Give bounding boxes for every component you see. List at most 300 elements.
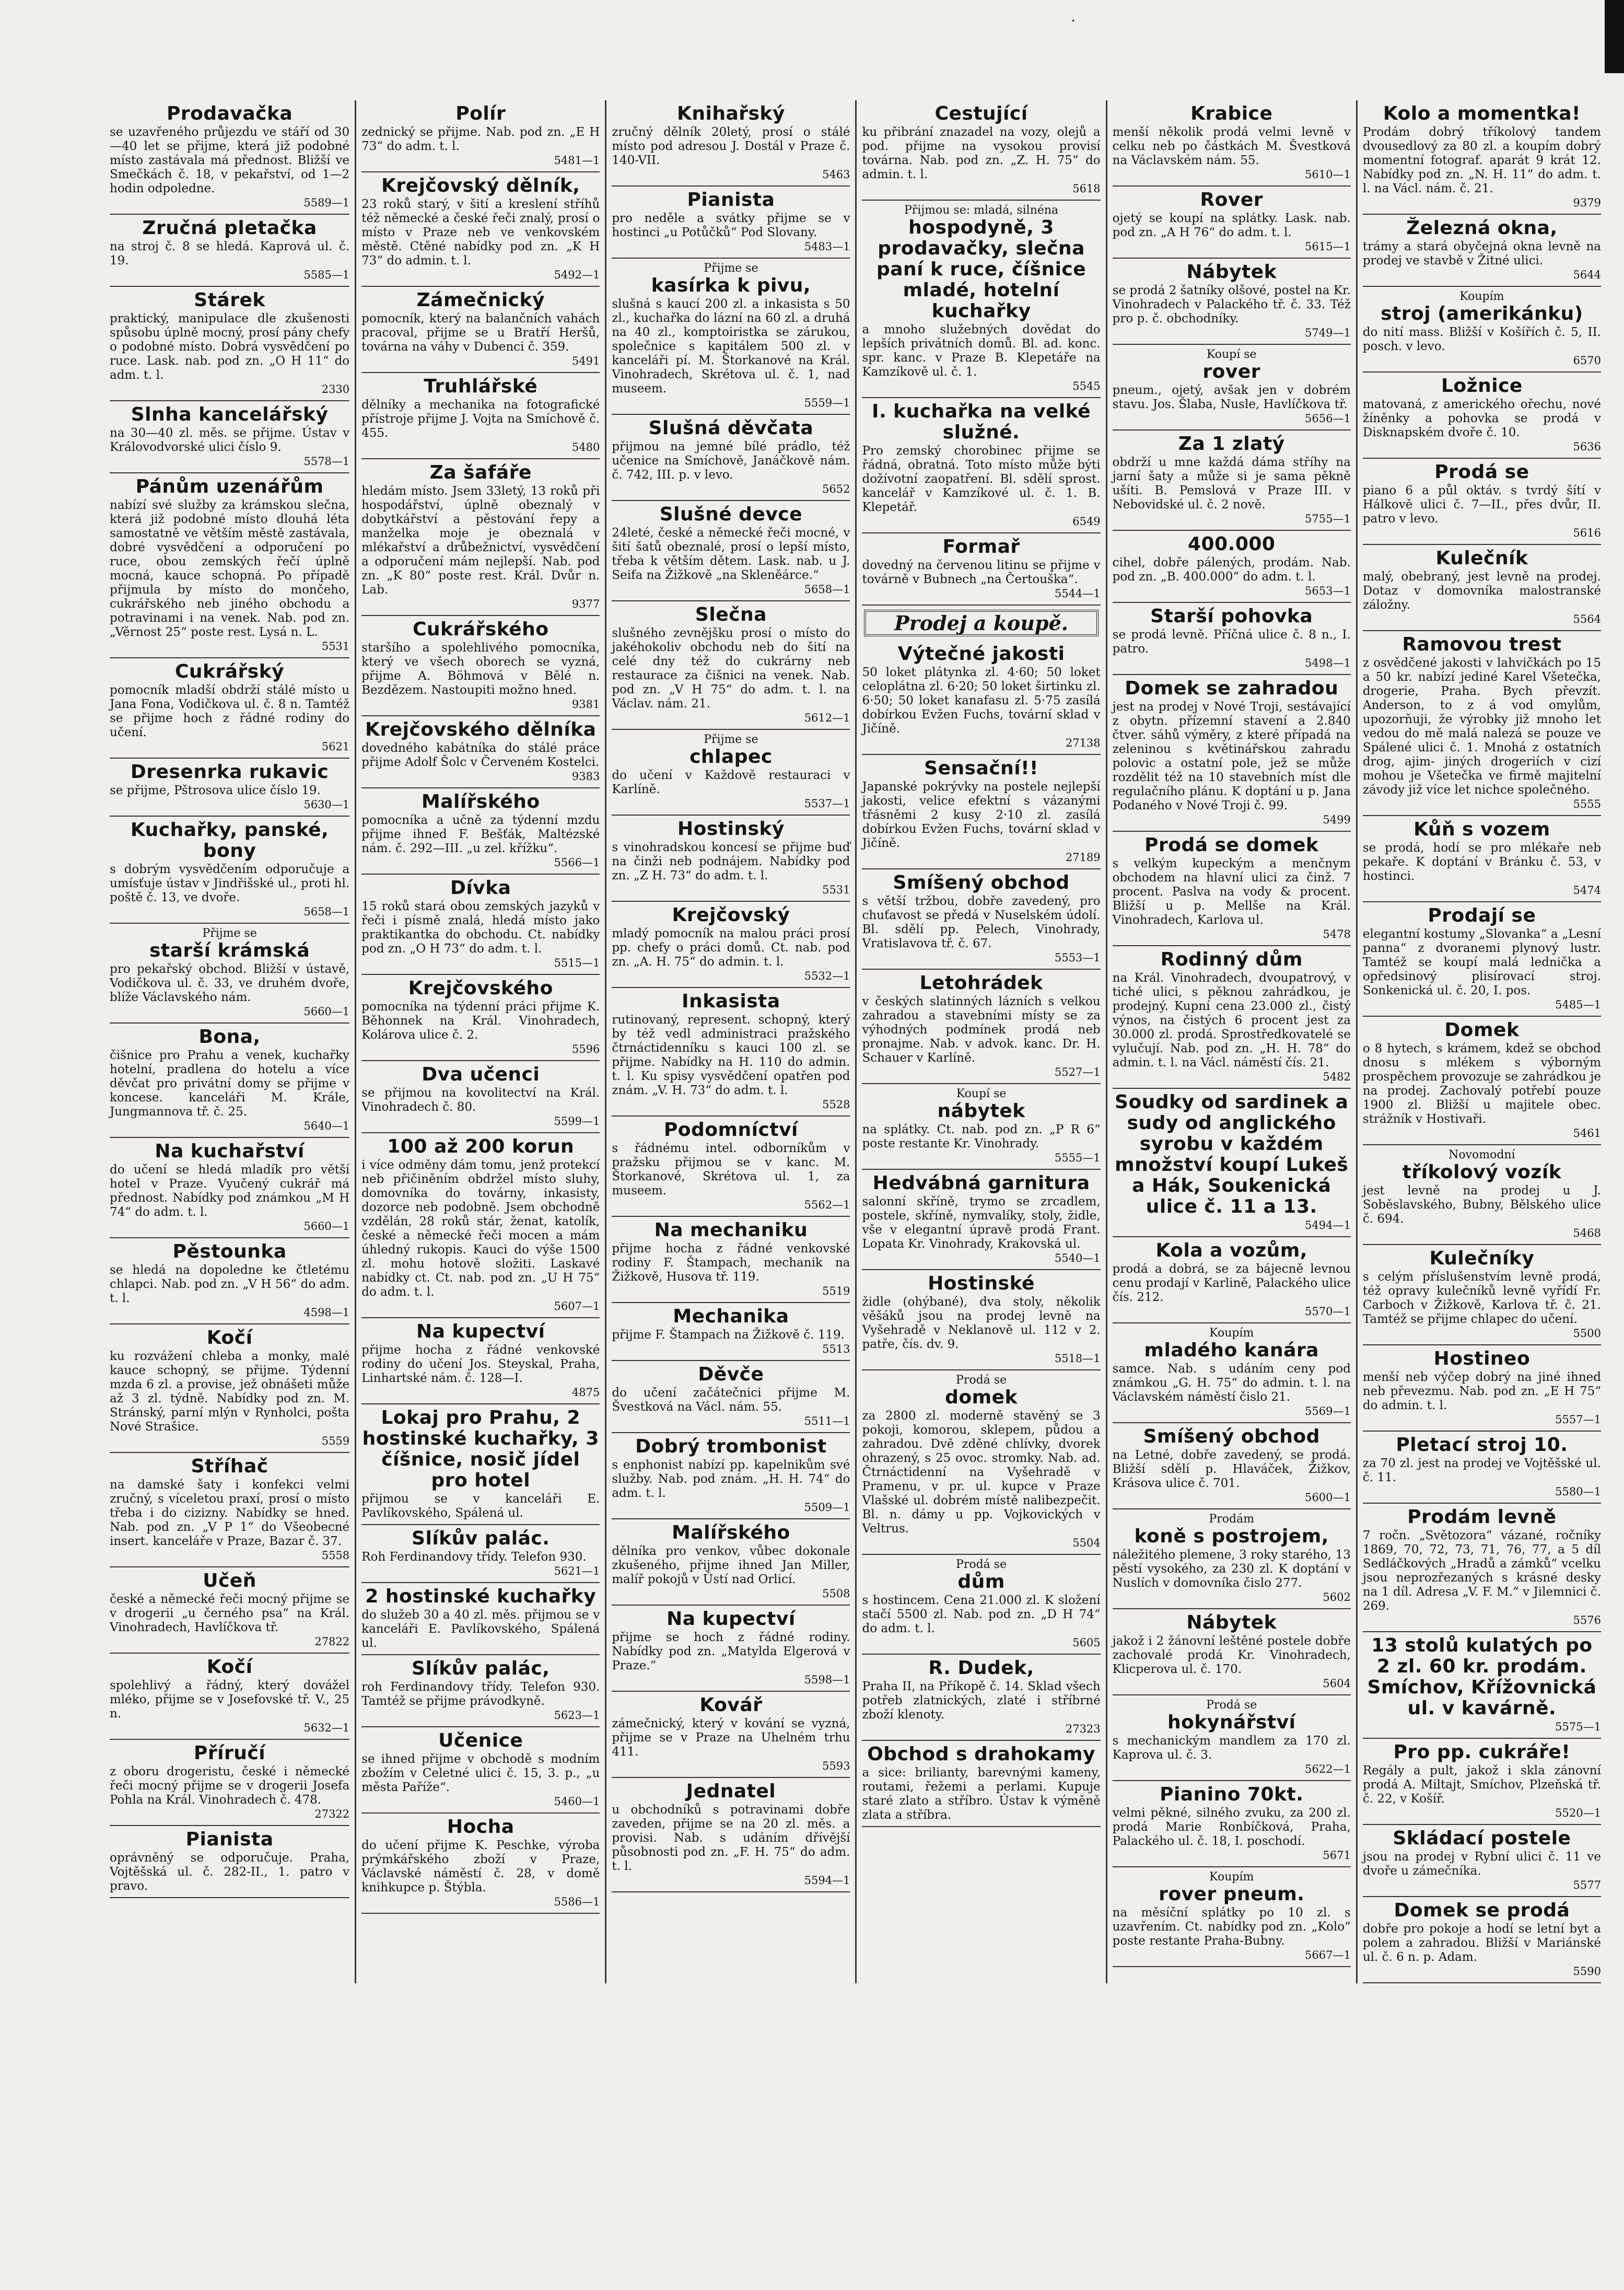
ad-title: Učeň: [203, 1570, 256, 1591]
ad-title: Formař: [942, 536, 1020, 557]
ad-title: Domek: [1444, 1019, 1520, 1041]
ad-code: 5558: [321, 1549, 350, 1562]
classified-ad: [612, 1361, 850, 1433]
classified-ad: [110, 759, 349, 817]
ad-text: se prodá 2 šatníky olšové, postel na Kr. Vinohradech v Palackého tř. č. 33. Též pro p. č. obchodníky.: [1112, 284, 1351, 326]
ad-title: nábytek: [937, 1100, 1025, 1122]
ad-title: Na kupectví: [416, 1321, 545, 1342]
ad-text: o 8 hytech, s krámem, kdež se obchod dnosu s mlékem s výborným prospěchem provozuje se zahrádkou je na prodej. Zachovalý potřebí pouze 1900 zl. Bližší u majitele obec. strážník v Hostivaři.: [1362, 1042, 1601, 1126]
ad-code: 5596: [571, 1043, 600, 1055]
classified-ad: [612, 1692, 850, 1778]
ad-prefix: Koupím: [1209, 1870, 1254, 1884]
ad-code: 5607—1: [554, 1300, 600, 1312]
ad-title: Podomníctví: [663, 1119, 798, 1141]
ad-text: na Král. Vinohradech, dvoupatrový, v tiché ulici, s pěknou zahrádkou, je prodejný. Kupní cena 23.000 zl., čistý výnos, na čistých 6 procent jest za 30.000 zl. prodá. Sprostředkovatelé se vylučují. Nab. pod zn. „H. H. 78“ do admin. t. l. na Václ. náměstí čís. 21.: [1112, 971, 1351, 1070]
ad-text: se prodá, hodí se pro mlékaře neb pekaře. K doptání v Bránku č. 53, v hostinci.: [1362, 841, 1601, 883]
classified-ad: [612, 187, 850, 259]
ad-title: Kovář: [699, 1694, 763, 1716]
ad-title: Pianista: [185, 1829, 274, 1850]
ad-text: přijmou se v kanceláři E. Pavlíkovského, Spálená ul.: [361, 1492, 600, 1520]
ad-code: 5492—1: [554, 269, 600, 281]
ad-title: Krejčovského: [408, 978, 553, 999]
ad-title: Nábytek: [1186, 261, 1277, 283]
ad-text: Pro zemský chorobinec přijme se řádná, obratná. Toto místo může býti dožívotní zaopatření. Bl. sdělí sprost. kancelář v Kamzíkové ul. č. 1. B. Klepetář.: [862, 444, 1101, 514]
classified-ad: [361, 287, 600, 373]
classified-ad: [1363, 545, 1601, 631]
ad-title: Slnha kancelářský: [131, 404, 329, 425]
ad-code: 5598—1: [804, 1673, 850, 1686]
ad-prefix: Přijme se: [704, 733, 758, 746]
ad-text: obdrží u mne každá dáma stříhy na jarní šaty a může si je sama pěkně ušíti. B. Pemslová v Praze III. v Nebovidské ul. č. 2 nově.: [1112, 456, 1351, 512]
ad-title: Malířského: [672, 1522, 790, 1543]
ad-code: 5564: [1573, 613, 1601, 625]
ad-code: 5632—1: [303, 1722, 350, 1734]
ad-code: 5616: [1573, 527, 1601, 539]
ad-code: 5555: [1573, 798, 1601, 810]
classified-ad: [361, 1133, 600, 1318]
ad-code: 5527—1: [1054, 1066, 1101, 1078]
ad-text: se přijme, Pštrosova ulice číslo 19.: [110, 784, 321, 797]
ad-text: s řádnému intel. odborníkům v pražsku přijmou se v kanc. M. Štorkanové, Skrétova ul. 1, za museem.: [612, 1142, 850, 1198]
ad-title: Knihařský: [676, 103, 785, 124]
ad-title: tříkolový vozík: [1402, 1161, 1562, 1183]
ad-code: 5576: [1573, 1614, 1601, 1626]
ad-title: Prodavačka: [166, 103, 293, 124]
ad-code: 5474: [1573, 884, 1601, 897]
classified-ad: [862, 398, 1100, 533]
ad-title: Kola a vozům,: [1155, 1240, 1307, 1261]
classified-ad: [1363, 816, 1601, 902]
classified-ad: [110, 1324, 349, 1453]
ad-prefix: Prodá se: [956, 1558, 1007, 1571]
ad-code: 5612—1: [804, 712, 850, 724]
ad-title: Pánům uzenářům: [135, 476, 324, 497]
classified-ad: [1113, 675, 1351, 832]
ad-code: 5509—1: [804, 1501, 850, 1514]
ad-text: pro pekařský obchod. Bližší v ústavě, Vodičkova ul. č. 33, ve druhém dvoře, blíže Václavského nám.: [110, 962, 350, 1004]
ad-code: 5615—1: [1305, 240, 1351, 253]
ad-title: stroj (amerikánku): [1381, 303, 1583, 324]
classified-ad: [1113, 1323, 1351, 1423]
ad-text: slušná s kaucí 200 zl. a inkasista s 50 zl., kuchařka do lázní na 60 zl. a druhá na 40 zl., komptoiristka se zárukou, společnice s kapitálem 500 zl. v kanceláři pí. M. Štorkanové na Král. Vinohradech, Skrétova ul. č. 1, nad museem.: [612, 297, 850, 396]
ad-text: i více odměny dám tomu, jenž protekcí neb přičiněním obdržel místo sluhy, domovníka do továrny, inkasisty, dozorce neb podobně. Jsem obchodně vzdělán, 28 roků stár, ženat, katolík, české a německé řeči mocen a mám úhledný rukopis. Kauci do výše 1500 zl. mohu hotově složiti. Laskavé nabídky ct. Ct. nab. pod zn. „U H 75“ do adm. t. l.: [361, 1158, 600, 1299]
classified-ad: [1363, 459, 1601, 545]
ad-text: s dobrým vysvědčením odporučuje a umísťuje ústav v Jindřišské ul., proti hl. poště č. 13, ve dvoře.: [110, 863, 350, 904]
column-3: [605, 100, 855, 1983]
classified-ad: [1363, 1145, 1601, 1245]
ad-title: Kočí: [206, 1327, 253, 1349]
ad-code: 5621: [321, 740, 350, 753]
ad-code: 5580—1: [1555, 1485, 1601, 1498]
ad-code: 27322: [314, 1808, 350, 1820]
ad-code: 27189: [1065, 851, 1101, 864]
ad-code: 5553—1: [1054, 951, 1101, 964]
ad-title: Na kupectví: [667, 1608, 796, 1630]
ad-title: Zručná pletačka: [142, 217, 317, 239]
classified-ad: [361, 1525, 600, 1583]
ad-text: jest na prodej v Nové Troji, sestávající z obytn. přízemní stavení a 2.840 čtver. sáhů výměry, z které případá na zeleninou s květinářskou zahradu polovic a ostatní pole, jež se může rozdělit též na 10 stavebních míst dle regulačního plánu. K doptání u p. Jana Podaného v Nové Troji č. 99.: [1112, 700, 1351, 812]
ad-title: Dívka: [450, 877, 511, 899]
ad-title: Pianista: [687, 189, 775, 211]
ad-code: 5585—1: [303, 269, 350, 281]
classified-ad: [361, 788, 600, 875]
ad-code: 5589—1: [303, 196, 350, 209]
ad-title: Kulečníky: [1429, 1248, 1535, 1269]
ad-code: 5528: [822, 1098, 850, 1111]
ad-code: 5622—1: [1305, 1763, 1351, 1775]
ad-title: starší krámská: [149, 940, 310, 961]
ad-code: 5485—1: [1555, 998, 1601, 1011]
classified-ad: [1113, 1237, 1351, 1323]
classified-ad: [1363, 287, 1601, 373]
ad-title: Ramovou trest: [1402, 634, 1562, 655]
ad-title: Rover: [1200, 189, 1264, 211]
ad-text: trámy a stará obyčejná okna levně na prodej ve stavbě v Žitné ulici.: [1362, 240, 1601, 268]
ad-title: Hedvábná garnitura: [872, 1172, 1090, 1194]
classified-ad: [862, 1741, 1100, 1827]
ad-code: 5618: [1072, 182, 1101, 195]
ad-code: 5604: [1323, 1677, 1351, 1690]
classified-ad: [1113, 1509, 1351, 1609]
ad-title: Soudky od sardinek a sudy od anglického syrobu v každém množství koupí Lukeš a Hák, Soukenická ulice č. 11 a 13.: [1115, 1091, 1349, 1217]
ad-code: 5755—1: [1305, 513, 1351, 525]
ad-text: samce. Nab. s udáním ceny pod známkou „G. H. 75“ do admin. t. l. na Václavském náměstí čislo 21.: [1112, 1362, 1351, 1404]
ad-text: přijmou na jemné bílé prádlo, též učenice na Smíchově, Janáčkově nám. č. 742, III. p. v levo.: [612, 440, 850, 482]
classified-ad: [1113, 1609, 1351, 1695]
ad-text: hledám místo. Jsem 33letý, 13 roků při hospodářství, úplně obeznalý v dobytkářství a pěstování řepy a manželka moje je obeznalá v mlékařství a drůbežnictví, vysvědčení a odporučení mám nejlepší. Nab. pod zn. „K 80“ poste rest. Král. Dvůr n. Lab.: [361, 484, 600, 597]
ad-text: se ihned přijme v obchodě s modním zbožím v Celetné ulici č. 15, 3. p., „u města Paříže“.: [361, 1752, 600, 1794]
ad-text: s hostincem. Cena 21.000 zl. K složení stačí 5500 zl. Nab. pod zn. „D H 74“ do adm. t. l.: [862, 1594, 1101, 1635]
classified-ad: [361, 875, 600, 975]
ad-code: 2330: [321, 383, 350, 396]
classified-ad: [361, 975, 600, 1061]
ad-title: Na mechaniku: [654, 1219, 808, 1241]
ad-code: 5623—1: [554, 1709, 600, 1722]
ad-code: 5630—1: [303, 798, 350, 811]
ad-text: salonní skříně, trymo se zrcadlem, postele, skříně, nymvalíky, stoly, židle, vše v elegantní úpravě prodá Frant. Lopata Kr. Vinohrady, Krakovská ul.: [862, 1195, 1101, 1251]
ad-title: Kolo a momentka!: [1383, 103, 1581, 124]
ad-text: pneum., ojetý, avšak jen v dobrém stavu. Jos. Šlaba, Nusle, Havlíčkova tř.: [1112, 383, 1351, 411]
classified-ad: [1113, 431, 1351, 531]
ad-code: 5478: [1323, 928, 1351, 940]
ad-title: Nábytek: [1186, 1612, 1277, 1633]
ad-code: 5511—1: [804, 1415, 850, 1427]
ad-code: 6549: [1072, 515, 1101, 528]
ad-text: velmi pěkné, silného zvuku, za 200 zl. prodá Marie Ronbíčková, Praha, Palackého ul. č. 18, I. poschodí.: [1112, 1806, 1351, 1848]
classified-ad: [1113, 100, 1351, 187]
classified-ad: [862, 1655, 1100, 1741]
ad-title: Příručí: [194, 1742, 266, 1764]
ad-prefix: Přijme se: [704, 262, 758, 275]
ad-text: Roh Ferdinandovy třídy. Telefon 930.: [361, 1550, 587, 1564]
classified-ad: [1363, 1017, 1601, 1145]
classified-ad: [862, 970, 1100, 1084]
ad-text: Praha II, na Příkopě č. 14. Sklad všech potřeb zlatnických, zlaté i stříbrné zboží klenoty.: [862, 1680, 1101, 1722]
ad-title: Krejčovský dělník,: [381, 175, 580, 196]
classified-ad: [1363, 1632, 1601, 1739]
ad-text: rutinovaný, represent. schopný, který by též vedl administraci pražského čtrnáctidenníku s kauci 100 zl. se přijme. Nabídky na H. 110 do admin. t. l. Ku spisy vysvědčení opatřen pod znám. „V. H. 73“ do adm. t. l.: [612, 1013, 850, 1097]
ad-title: kasírka k pivu,: [651, 275, 811, 296]
classified-ad: [862, 533, 1100, 606]
ad-code: 5540—1: [1054, 1252, 1101, 1264]
ad-title: Hocha: [447, 1816, 515, 1838]
ad-title: Krejčovský: [672, 904, 790, 926]
ad-code: 5460—1: [554, 1795, 600, 1808]
classified-columns: [104, 100, 1606, 1978]
ad-code: 5520—1: [1555, 1807, 1601, 1819]
ad-title: Skládací postele: [1393, 1828, 1571, 1849]
ad-title: Dva učenci: [422, 1064, 540, 1085]
ad-text: 7 ročn. „Světozora“ vázané, ročníky 1869, 70, 72, 73, 71, 76, 77, a 5 díl Sedláčkových „Hradů a zámků“ vcelku jsou neprozřezaných s krásné desky na 1 díl. Adresa „V. F. M.“ v Jilemnici č. 269.: [1362, 1529, 1601, 1613]
ad-code: 5544—1: [1054, 587, 1101, 600]
ad-code: 5593: [822, 1760, 850, 1772]
ad-prefix: Přijmou se: mladá, silnéna: [904, 204, 1059, 217]
ad-text: na stroj č. 8 se hledá. Kaprová ul. č. 19.: [110, 240, 350, 268]
ad-text: české a německé řeči mocný přijme se v drogerii „u černého psa“ na Král. Vinohradech, Havlíčkova tř.: [110, 1592, 350, 1634]
ad-text: zednický se přijme. Nab. pod zn. „E H 73“ do adm. t. l.: [361, 125, 600, 153]
ad-text: na Letné, dobře zavedený, se prodá. Bližší sdělí p. Hlaváček, Žižkov, Krásova ulice č. 701.: [1112, 1448, 1351, 1490]
ad-prefix: Novomodní: [1448, 1148, 1515, 1161]
classified-ad: [110, 100, 349, 215]
ad-text: zručný dělník 20letý, prosí o stálé místo pod adresou J. Dostál v Praze č. 140-VII.: [612, 125, 850, 167]
ad-code: 9383: [571, 770, 600, 783]
ad-title: Dobrý trombonist: [635, 1436, 827, 1457]
classified-ad: [612, 501, 850, 601]
page-mark: .: [1071, 7, 1076, 26]
ad-code: 5602: [1323, 1591, 1351, 1603]
classified-ad: [110, 401, 349, 473]
ad-text: se prodá levně. Příčná ulice č. 8 n., I. patro.: [1112, 628, 1351, 656]
ad-code: 5513: [822, 1343, 850, 1355]
ad-text: zámečnický, který v kování se vyzná, přijme se v Praze na Uhelném trhu 411.: [612, 1717, 850, 1759]
ad-code: 9381: [571, 698, 600, 711]
ad-title: Cukrářského: [413, 619, 549, 640]
ad-text: u obchodníků s potravinami dobře zaveden, přijme se na 20 zl. měs. a provisi. Nab. s udáním dřívější působnosti pod zn. „F. H. 75“ do adm. t. l.: [612, 1803, 850, 1873]
ad-title: hospodyně, 3 prodavačky, slečna paní k ruce, číšnice mladé, hotelní kuchařky: [876, 217, 1086, 322]
ad-code: 5545: [1072, 380, 1101, 392]
classified-ad: [1113, 1089, 1351, 1237]
classified-ad: [612, 1778, 850, 1892]
ad-code: 5653—1: [1305, 585, 1351, 597]
classified-ad: [862, 1555, 1100, 1655]
ad-prefix: Prodá se: [956, 1374, 1007, 1387]
ad-title: Jednatel: [686, 1781, 776, 1802]
classified-ad: [110, 924, 349, 1024]
classified-ad: [1363, 215, 1601, 287]
ad-text: na měsíční splátky po 10 zl. s uzavřením. Ct. nabídky pod zn. „Kolo“ poste restante Praha-Bubny.: [1112, 1906, 1351, 1948]
ad-text: cihel, dobře pálených, prodám. Nab. pod zn. „B. 400.000“ do adm. t. l.: [1112, 556, 1351, 584]
ad-text: dobře pro pokoje a hodí se letní byt a polem a zahradou. Bližší v Mariánské ul. č. 6 n. p. Adam.: [1362, 1922, 1601, 1964]
section-heading: Prodej a koupě.: [864, 610, 1098, 636]
ad-code: 5660—1: [303, 1220, 350, 1233]
classified-ad: [361, 1727, 600, 1814]
ad-text: s vinohradskou koncesí se přijme buď na činži neb podnájem. Nabídky pod zn. „Z H. 73“ do adm. t. l.: [612, 841, 850, 882]
ad-code: 5468: [1573, 1227, 1601, 1239]
classified-ad: [1363, 100, 1601, 215]
ad-title: Slečna: [695, 604, 767, 625]
ad-text: pomocník, který na balančních vahách pracoval, přijme se u Bratří Heršů, továrna na váhy v Dubenci č. 359.: [361, 312, 600, 354]
classified-ad: [361, 100, 600, 172]
ad-title: Bona,: [198, 1026, 261, 1048]
classified-ad: [1113, 259, 1351, 345]
ad-text: oprávněný se odporučuje. Praha, Vojtěšská ul. č. 282-II., 1. patro v pravo.: [110, 1851, 350, 1893]
ad-code: 5671: [1323, 1849, 1351, 1862]
classified-ad: [1113, 187, 1351, 259]
ad-text: matovaná, z amerického ořechu, nové žíněnky a pohovka se prodá v Disknapském dvoře č. 10.: [1362, 398, 1601, 439]
ad-code: 4875: [571, 1386, 600, 1399]
classified-ad: [1113, 1781, 1351, 1867]
classified-ad: [361, 1061, 600, 1133]
ad-title: Slušná děvčata: [648, 417, 814, 439]
classified-ad: [862, 1084, 1100, 1170]
classified-ad: [1363, 1504, 1601, 1632]
classified-ad: [361, 172, 600, 287]
ad-title: I. kuchařka na velké služné.: [872, 401, 1091, 443]
classified-ad: [361, 459, 600, 616]
ad-title: Slíkův palác.: [412, 1528, 550, 1549]
ad-code: 5575—1: [1555, 1721, 1601, 1733]
ad-title: dům: [957, 1571, 1005, 1592]
ad-code: 5504: [1072, 1537, 1101, 1549]
ad-text: jsou na prodej v Rybní ulici č. 11 ve dvoře u zámečníka.: [1362, 1850, 1601, 1878]
ad-text: ojetý se koupí na splátky. Lask. nab. pod zn. „A H 76“ do adm. t. l.: [1112, 212, 1351, 239]
ad-title: Mechanika: [673, 1306, 789, 1327]
classified-ad: [361, 1655, 600, 1727]
classified-ad: [612, 902, 850, 988]
ad-prefix: Koupím: [1209, 1327, 1254, 1340]
classified-ad: [1363, 1825, 1601, 1897]
ad-text: se hledá na dopoledne ke čtletému chlapci. Nab. pod zn. „V H 56“ do adm. t. l.: [110, 1263, 350, 1305]
ad-title: Kuchařky, panské, bony: [130, 819, 329, 862]
ad-title: mladého kanára: [1144, 1340, 1319, 1361]
ad-text: slušného zevnějšku prosí o místo do jakéhokoliv obchodu neb do šití na celé dny též do cukrárny neb restaurace za čišnici na venek. Nab. pod zn. „V H 75“ do adm. t. l. na Václav. nám. 21.: [612, 626, 850, 711]
ad-title: hokynářství: [1167, 1712, 1296, 1733]
ad-text: přijme F. Štampach na Žižkově č. 119.: [612, 1328, 845, 1342]
classified-ad: [361, 1583, 600, 1655]
ad-title: Prodají se: [1428, 905, 1536, 926]
ad-code: 5519: [822, 1285, 850, 1297]
classified-ad: [1363, 373, 1601, 459]
scan-edge: [1605, 0, 1624, 73]
classified-ad: [361, 1814, 600, 1914]
ad-text: se uzavřeného průjezdu ve stáří od 30—40 let se přijme, která již podobné místo zastávala má přednost. Bližší ve Smečkách č. 18, v pekařství, od 1—2 hodin odpoledne.: [110, 125, 350, 195]
ad-code: 5577: [1573, 1879, 1601, 1891]
ad-code: 5531: [321, 640, 350, 653]
ad-code: 27323: [1065, 1723, 1101, 1735]
ad-text: do učení přijme K. Peschke, výroba prýmkářského zboží v Praze, Václavské náměstí č. 28, v domě knihkupce p. Štýbla.: [361, 1839, 600, 1894]
ad-text: za 2800 zl. moderně stavěný se 3 pokoji, komorou, sklepem, půdou a zahradou. Dvě zděné chlívky, dvorek ohrazený, s 25 ovoc. stromky. Nab. ad. Čtrnáctidenní na Vyšehradě v Pramenu, v pr. ul. kupce v Praze Vlašské ul. dobrém místě nalibezpečit. Bl. n. dámy u pp. Vojkovických v Veltrus.: [862, 1409, 1101, 1536]
ad-text: židle (ohýbané), dva stoly, několik věšáků jsou na prodej levně na Vyšehradě v Neklanově ul. 112 v 2. patře, čís. dv. 9.: [862, 1295, 1101, 1351]
ad-title: Výtečné jakosti: [897, 643, 1065, 665]
ad-text: Regály a pult, jakož i skla zánovní prodá A. Miltajt, Smíchov, Plzeňská tř. č. 22, v Košíř.: [1362, 1764, 1601, 1806]
classified-ad: [1363, 631, 1601, 816]
ad-code: 5532—1: [804, 970, 850, 982]
ad-code: 5481—1: [554, 154, 600, 167]
ad-text: v českých slatinných lázních s velkou zahradou a stavebními místy se za výhodných podmínek prodá neb pronajme. Nab. v advok. kanc. Dr. H. Schauer v Karlíně.: [862, 995, 1101, 1065]
ad-code: 9377: [571, 598, 600, 610]
column-1: [104, 100, 355, 1983]
ad-title: Starší pohovka: [1150, 606, 1313, 627]
ad-title: Kůň s vozem: [1413, 819, 1550, 840]
ad-text: pomocníka na týdenní práci přijme K. Běhonnek na Král. Vinohradech, Kolárova ulice č. 2.: [361, 1000, 600, 1042]
classified-ad: [612, 1519, 850, 1606]
ad-code: 27822: [314, 1635, 350, 1648]
ad-text: za 70 zl. jest na prodej ve Vojtěšské ul. č. 11.: [1362, 1457, 1601, 1484]
ad-prefix: Přijme se: [202, 927, 257, 940]
ad-text: dělníka pro venkov, vůbec dokonale zkušeného, přijme ihned Jan Miller, malíř pokojů v Ústí nad Orlicí.: [612, 1544, 850, 1586]
ad-text: jakož i 2 žánovní leštěné postele dobře zachovalé prodá Kr. Vinohradech, Klicperova ul. č. 170.: [1112, 1634, 1351, 1676]
ad-title: 100 až 200 korun: [387, 1136, 575, 1157]
ad-title: 13 stolů kulatých po 2 zl. 60 kr. prodám. Smíchov, Křížovnická ul. v kavárně.: [1367, 1635, 1597, 1719]
ad-code: 5518—1: [1054, 1352, 1101, 1365]
ad-text: mladý pomocník na malou práci prosí pp. chefy o práci domů. Ct. nab. pod zn. „A. H. 75“ do admin. t. l.: [612, 927, 850, 969]
ad-code: 5555—1: [1054, 1152, 1101, 1164]
ad-title: Zámečnický: [416, 289, 545, 311]
ad-text: ku rozvážení chleba a monky, malé kauce schopný, se přijme. Týdenní mzda 6 zl. a provise, jež obnášeti může až 3 zl. týdně. Nabídky pod zn. M. Stránský, parní mlýn v Rynholci, pošta Nové Strašice.: [110, 1350, 350, 1434]
ad-title: Krabice: [1190, 103, 1273, 124]
ad-code: 5559—1: [804, 397, 850, 409]
ad-title: Malířského: [421, 791, 540, 812]
ad-text: a mnoho služebných dovědat do lepších privátních domů. Bl. ad. konc. spr. kanc. v Praze B. Klepetáře na Kamzíkově ul. č. 1.: [862, 323, 1101, 379]
classified-ad: [1113, 946, 1351, 1089]
ad-title: rover pneum.: [1159, 1884, 1305, 1905]
classified-ad: [862, 641, 1100, 755]
ad-text: z oboru drogeristu, české i německé řeči mocný přijme se v drogerii Josefa Pohla na Král. Vinohradech č. 478.: [110, 1765, 350, 1807]
ad-title: 400.000: [1188, 533, 1276, 555]
ad-code: 5652: [822, 483, 850, 495]
classified-ad: [1363, 1345, 1601, 1432]
ad-text: do nití mass. Bližší v Košířích č. 5, II. posch. v levo.: [1362, 326, 1601, 353]
classified-ad: [612, 415, 850, 501]
ad-code: 5590: [1573, 1965, 1601, 1978]
ad-text: na damské šaty i konfekci velmi zručný, s víceletou praxí, prosí o místo třeba i do cizizny. Nabídky se hned. Nab. pod zn. „V P 1“ do Všeobecné insert. kanceláře v Praze, Bazar č. 37.: [110, 1478, 350, 1548]
classified-ad: [862, 201, 1100, 398]
classified-ad: [862, 100, 1100, 201]
ad-code: 27138: [1065, 737, 1101, 749]
ad-title: Děvče: [698, 1364, 764, 1385]
classified-ad: [1363, 902, 1601, 1017]
column-4: [855, 100, 1105, 1983]
classified-ad: [612, 816, 850, 902]
ad-text: staršího a spolehlivého pomocníka, který ve všech oborech se vyzná, přijme A. Böhmová v Bělé n. Bezdězem. Nastoupiti možno hned.: [361, 641, 600, 697]
ad-title: R. Dudek,: [928, 1657, 1034, 1679]
ad-title: Pletací stroj 10.: [1396, 1434, 1568, 1456]
ad-prefix: Koupí se: [956, 1087, 1007, 1100]
ad-title: Prodá se: [1434, 461, 1529, 483]
ad-title: Stříhač: [191, 1456, 268, 1477]
classified-ad: [1363, 1245, 1601, 1345]
ad-title: Kulečník: [1435, 548, 1528, 569]
ad-title: Inkasista: [682, 991, 780, 1012]
ad-text: s velkým kupeckým a menčnym obchodem na hlavní ulici za činž. 7 procent. Paslva na vody & procent. Bližší u p. Mellše na Král. Vinohradech, Karlova ul.: [1112, 857, 1351, 927]
ad-title: chlapec: [690, 746, 773, 768]
classified-ad: [612, 1303, 850, 1361]
ad-title: koně s postrojem,: [1134, 1526, 1329, 1547]
ad-title: Pěstounka: [172, 1241, 287, 1262]
ad-title: Lokaj pro Prahu, 2 hostinské kuchařky, 3 číšnice, nosič jídel pro hotel: [362, 1407, 599, 1491]
ad-code: 5658—1: [303, 905, 350, 918]
ad-text: na 30—40 zl. měs. se přijme. Ústav v Královodvorské ulici číslo 9.: [110, 426, 350, 454]
ad-title: Truhlářské: [424, 376, 538, 397]
ad-code: 5586—1: [554, 1896, 600, 1908]
ad-title: Letohrádek: [919, 972, 1043, 994]
ad-code: 5515—1: [554, 957, 600, 969]
ad-title: Hostinské: [928, 1273, 1035, 1294]
classified-ad: [110, 1024, 349, 1138]
ad-text: s celým příslušenstvím levně prodá, též opravy kulečníků levně vyřídí Fr. Carboch v Žižkově, Karlova tř. č. 21. Tamtéž se přijme chlapec do učení.: [1362, 1270, 1601, 1326]
ad-code: 5480: [571, 441, 600, 454]
ad-text: z osvědčené jakosti v lahvičkách po 15 a 50 kr. nabízí jediné Karel Všetečka, drogerie, Praha. Bych převzít. Anderson, to z á vod omylům, upozorňuji, že výrobky již mnoho let vedou do mě malá nalezá se pouze ve Spálené ulici č. 1. Mnohá z ostatních drog, ajim- jiných drogeriích v cizí mohou je Všetečka ve firmě majitelní závody již více let nichce společného.: [1362, 656, 1601, 797]
